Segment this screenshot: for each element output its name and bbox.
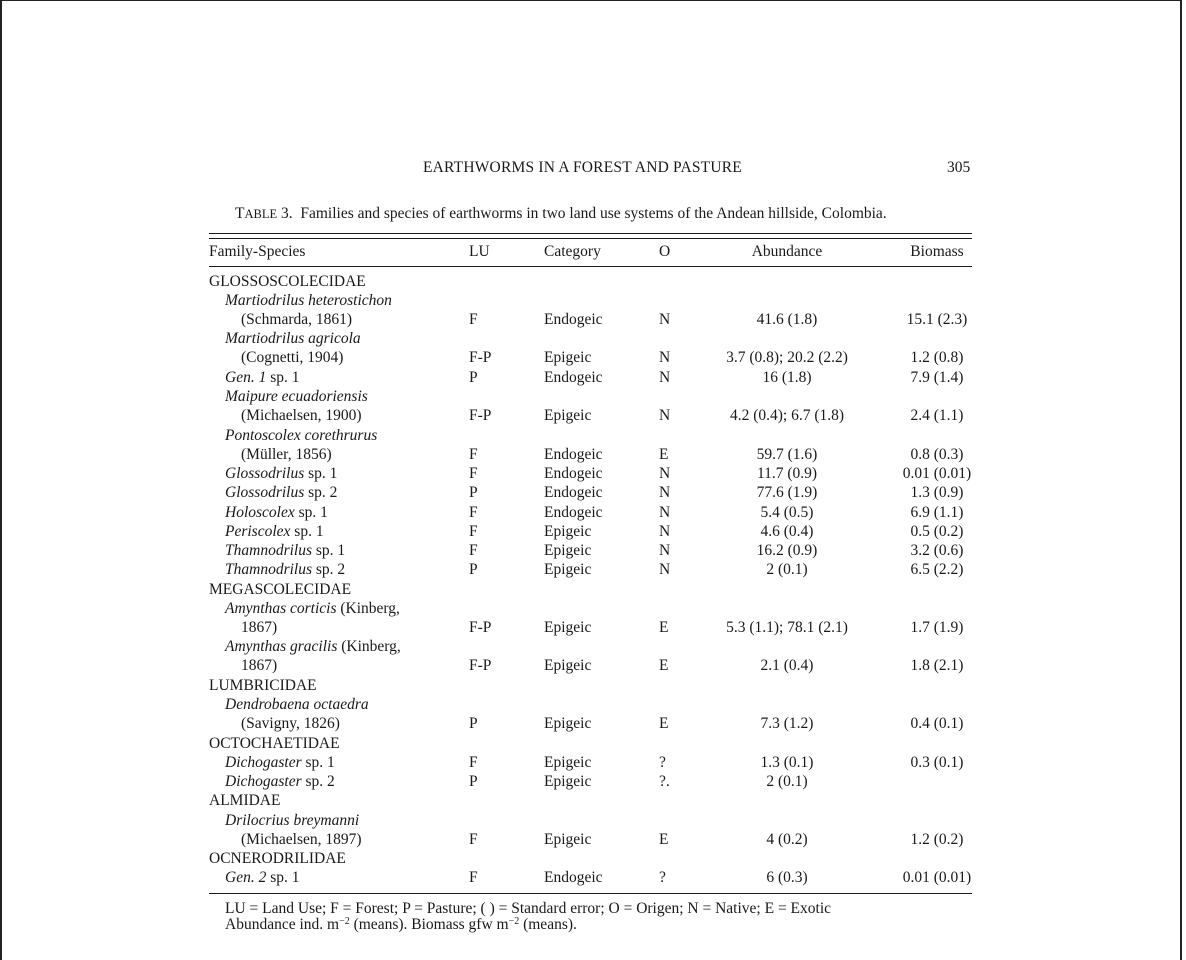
category-cell: Epigeic [544, 773, 592, 790]
land-use-cell: F [469, 446, 478, 463]
table-row [0, 348, 1186, 367]
species-epithet: sp. 1 [305, 754, 335, 771]
land-use-cell: P [469, 773, 478, 790]
family-row [0, 580, 1186, 599]
category-cell: Epigeic [544, 349, 592, 366]
genus-name: Drilocrius breymanni [225, 812, 360, 829]
species-epithet: sp. 2 [305, 773, 335, 790]
species-name [225, 753, 335, 772]
abundance-cell: 5.4 (0.5) [760, 504, 814, 521]
table-row [0, 830, 1186, 849]
abundance-cell: 41.6 (1.8) [756, 311, 818, 328]
abundance-cell: 2.1 (0.4) [760, 657, 814, 674]
abundance-cell: 16.2 (0.9) [756, 542, 818, 559]
category-cell: Endogeic [544, 869, 603, 886]
caption-label-initial: T [235, 205, 245, 222]
abundance-cell: 1.3 (0.1) [760, 754, 814, 771]
genus-name: Gen. 2 [225, 869, 267, 886]
abundance-cell: 77.6 (1.9) [756, 484, 818, 501]
land-use-cell: F [469, 542, 478, 559]
genus-name: Holoscolex [225, 504, 295, 521]
land-use-cell: F-P [469, 619, 492, 636]
abundance-cell: 4 (0.2) [766, 831, 808, 848]
land-use-cell: F [469, 754, 478, 771]
column-header-abundance: Abundance [751, 243, 823, 260]
family-name: ALMIDAE [209, 792, 281, 809]
table-row [0, 868, 1186, 887]
footnote-units-part: (means). [519, 916, 577, 933]
category-cell: Epigeic [544, 407, 592, 424]
abundance-cell: 16 (1.8) [762, 369, 812, 386]
species-epithet: sp. 2 [308, 484, 338, 501]
genus-name: Periscolex [225, 523, 291, 540]
genus-name: Glossodrilus [225, 465, 305, 482]
category-cell: Epigeic [544, 619, 592, 636]
family-row [0, 849, 1186, 868]
origin-cell: N [659, 523, 671, 540]
biomass-cell: 6.9 (1.1) [910, 504, 964, 521]
species-epithet: (Kinberg, [340, 600, 400, 617]
species-name [225, 426, 377, 445]
table-header-rule [209, 266, 972, 267]
abundance-cell: 4.2 (0.4); 6.7 (1.8) [729, 407, 845, 424]
biomass-cell: 2.4 (1.1) [910, 407, 964, 424]
origin-cell: E [659, 657, 669, 674]
land-use-cell: F [469, 831, 478, 848]
origin-cell: N [659, 504, 671, 521]
family-row [0, 272, 1186, 291]
origin-cell: E [659, 715, 669, 732]
land-use-cell: P [469, 715, 478, 732]
species-name [225, 541, 345, 560]
species-epithet: sp. 1 [270, 869, 300, 886]
land-use-cell: P [469, 561, 478, 578]
species-name [225, 329, 361, 348]
origin-cell: ? [659, 754, 666, 771]
family-name: OCTOCHAETIDAE [209, 735, 340, 752]
origin-cell: ?. [659, 773, 670, 790]
biomass-cell: 0.4 (0.1) [910, 715, 964, 732]
species-name [225, 522, 324, 541]
category-cell: Endogeic [544, 311, 603, 328]
table-row [0, 426, 1186, 445]
table-row [0, 637, 1186, 656]
family-row [0, 791, 1186, 810]
origin-cell: E [659, 446, 669, 463]
category-cell: Endogeic [544, 504, 603, 521]
biomass-cell: 1.8 (2.1) [910, 657, 964, 674]
family-name: GLOSSOSCOLECIDAE [209, 273, 366, 290]
category-cell: Endogeic [544, 369, 603, 386]
table-row [0, 368, 1186, 387]
caption-number: 3. [280, 205, 293, 222]
column-header-lu: LU [469, 243, 490, 260]
abundance-cell: 59.7 (1.6) [756, 446, 818, 463]
species-epithet: sp. 1 [270, 369, 300, 386]
genus-name: Glossodrilus [225, 484, 305, 501]
category-cell: Epigeic [544, 831, 592, 848]
column-header-family-species: Family-Species [209, 243, 306, 260]
table-row [0, 541, 1186, 560]
column-header-biomass: Biomass [910, 243, 964, 260]
origin-cell: N [659, 369, 671, 386]
species-authority: 1867) [241, 657, 278, 674]
land-use-cell: F-P [469, 407, 492, 424]
species-authority: (Savigny, 1826) [241, 715, 340, 732]
table-row [0, 811, 1186, 830]
abundance-cell: 11.7 (0.9) [756, 465, 818, 482]
land-use-cell: F-P [469, 657, 492, 674]
genus-name: Amynthas corticis [225, 600, 337, 617]
land-use-cell: F [469, 523, 478, 540]
table-row [0, 695, 1186, 714]
table-row [0, 329, 1186, 348]
table-top-rule [209, 233, 972, 234]
species-name [225, 560, 345, 579]
origin-cell: ? [659, 869, 666, 886]
origin-cell: N [659, 465, 671, 482]
origin-cell: N [659, 561, 671, 578]
page-number: 305 [947, 159, 971, 176]
caption-text: Families and species of earthworms in two land use systems of the Andean hillside, Colombia. [300, 205, 887, 222]
land-use-cell: P [469, 369, 478, 386]
table-row [0, 483, 1186, 502]
biomass-cell: 0.01 (0.01) [902, 869, 972, 886]
land-use-cell: F-P [469, 349, 492, 366]
species-epithet: sp. 1 [298, 504, 328, 521]
table-caption [235, 205, 887, 223]
table-row [0, 387, 1186, 406]
category-cell: Endogeic [544, 484, 603, 501]
biomass-cell: 6.5 (2.2) [910, 561, 964, 578]
table-row [0, 310, 1186, 329]
biomass-cell: 7.9 (1.4) [910, 369, 964, 386]
species-epithet: sp. 2 [315, 561, 346, 578]
abundance-cell: 2 (0.1) [766, 561, 808, 578]
genus-name: Amynthas gracilis [225, 638, 338, 655]
species-authority: (Müller, 1856) [241, 446, 332, 463]
table-top-rule-second [209, 238, 972, 239]
species-epithet: sp. 1 [315, 542, 346, 559]
running-title: EARTHWORMS IN A FOREST AND PASTURE [423, 159, 742, 176]
species-name [225, 695, 369, 714]
table-row [0, 714, 1186, 733]
land-use-cell: F [469, 465, 478, 482]
table-row [0, 599, 1186, 618]
genus-name: Thamnodrilus [225, 542, 312, 559]
family-row [0, 734, 1186, 753]
species-authority: (Schmarda, 1861) [241, 311, 353, 328]
genus-name: Dichogaster [225, 773, 302, 790]
table-row [0, 503, 1186, 522]
species-name [225, 772, 335, 791]
category-cell: Endogeic [544, 446, 603, 463]
origin-cell: N [659, 542, 671, 559]
abundance-cell: 3.7 (0.8); 20.2 (2.2) [726, 349, 848, 366]
table-row [0, 522, 1186, 541]
caption-label-rest: ABLE [244, 207, 278, 221]
table-row [0, 753, 1186, 772]
biomass-cell: 0.5 (0.2) [910, 523, 964, 540]
category-cell: Epigeic [544, 561, 592, 578]
species-name [225, 503, 328, 522]
species-authority: (Michaelsen, 1897) [241, 831, 362, 848]
table-row [0, 291, 1186, 310]
abundance-cell: 6 (0.3) [766, 869, 808, 886]
species-name [225, 387, 368, 406]
species-epithet: (Kinberg, [341, 638, 401, 655]
species-authority: (Cognetti, 1904) [241, 349, 344, 366]
species-name [225, 599, 400, 618]
footnote-units-part: (means). Biomass gfw m [349, 916, 509, 933]
family-name: LUMBRICIDAE [209, 677, 317, 694]
table-row [0, 406, 1186, 425]
species-epithet: sp. 1 [308, 465, 338, 482]
category-cell: Epigeic [544, 523, 592, 540]
genus-name: Martiodrilus heterostichon [225, 292, 392, 309]
genus-name: Dichogaster [225, 754, 302, 771]
land-use-cell: P [469, 484, 478, 501]
species-name [225, 483, 337, 502]
biomass-cell: 1.2 (0.8) [910, 349, 964, 366]
species-name [225, 368, 300, 387]
origin-cell: N [659, 311, 671, 328]
biomass-cell: 1.7 (1.9) [910, 619, 964, 636]
species-name [225, 464, 337, 483]
category-cell: Epigeic [544, 657, 592, 674]
table-row [0, 772, 1186, 791]
table-bottom-rule [209, 893, 972, 894]
biomass-cell: 1.3 (0.9) [910, 484, 964, 501]
land-use-cell: F [469, 311, 478, 328]
table-row [0, 560, 1186, 579]
abundance-cell: 5.3 (1.1); 78.1 (2.1) [726, 619, 848, 636]
species-authority: 1867) [241, 619, 278, 636]
origin-cell: N [659, 349, 671, 366]
category-cell: Epigeic [544, 715, 592, 732]
abundance-cell: 2 (0.1) [766, 773, 808, 790]
genus-name: Dendrobaena octaedra [225, 696, 369, 713]
abundance-cell: 7.3 (1.2) [760, 715, 814, 732]
biomass-cell: 0.01 (0.01) [902, 465, 972, 482]
land-use-cell: F [469, 869, 478, 886]
column-header-category: Category [544, 243, 601, 260]
species-name [225, 868, 300, 887]
biomass-cell: 0.3 (0.1) [910, 754, 964, 771]
category-cell: Epigeic [544, 542, 592, 559]
family-row [0, 676, 1186, 695]
table-footnote-legend: LU = Land Use; F = Forest; P = Pasture; ( ) = Standard error; O = Origen; N = Native; E = Exotic [225, 900, 832, 917]
footnote-exponent: −2 [508, 916, 520, 927]
table-row [0, 464, 1186, 483]
table-row [0, 445, 1186, 464]
species-name [225, 291, 392, 310]
family-name: OCNERODRILIDAE [209, 850, 346, 867]
column-header-origin: O [659, 243, 671, 260]
species-authority: (Michaelsen, 1900) [241, 407, 362, 424]
origin-cell: E [659, 831, 669, 848]
category-cell: Endogeic [544, 465, 603, 482]
biomass-cell: 3.2 (0.6) [910, 542, 964, 559]
biomass-cell: 0.8 (0.3) [910, 446, 964, 463]
category-cell: Epigeic [544, 754, 592, 771]
origin-cell: E [659, 619, 669, 636]
table-row [0, 656, 1186, 675]
genus-name: Gen. 1 [225, 369, 267, 386]
genus-name: Pontoscolex corethrurus [225, 427, 378, 444]
species-name [225, 811, 359, 830]
genus-name: Maipure ecuadoriensis [225, 388, 368, 405]
footnote-units-part: Abundance ind. m [225, 916, 340, 933]
biomass-cell: 15.1 (2.3) [906, 311, 968, 328]
origin-cell: N [659, 484, 671, 501]
land-use-cell: F [469, 504, 478, 521]
genus-name: Thamnodrilus [225, 561, 312, 578]
species-name [225, 637, 401, 656]
footnote-exponent: −2 [339, 916, 350, 927]
abundance-cell: 4.6 (0.4) [760, 523, 814, 540]
table-footnote-units [225, 916, 577, 933]
table-row [0, 618, 1186, 637]
family-name: MEGASCOLECIDAE [209, 581, 352, 598]
biomass-cell: 1.2 (0.2) [910, 831, 964, 848]
origin-cell: N [659, 407, 671, 424]
genus-name: Martiodrilus agricola [225, 330, 361, 347]
species-epithet: sp. 1 [294, 523, 324, 540]
